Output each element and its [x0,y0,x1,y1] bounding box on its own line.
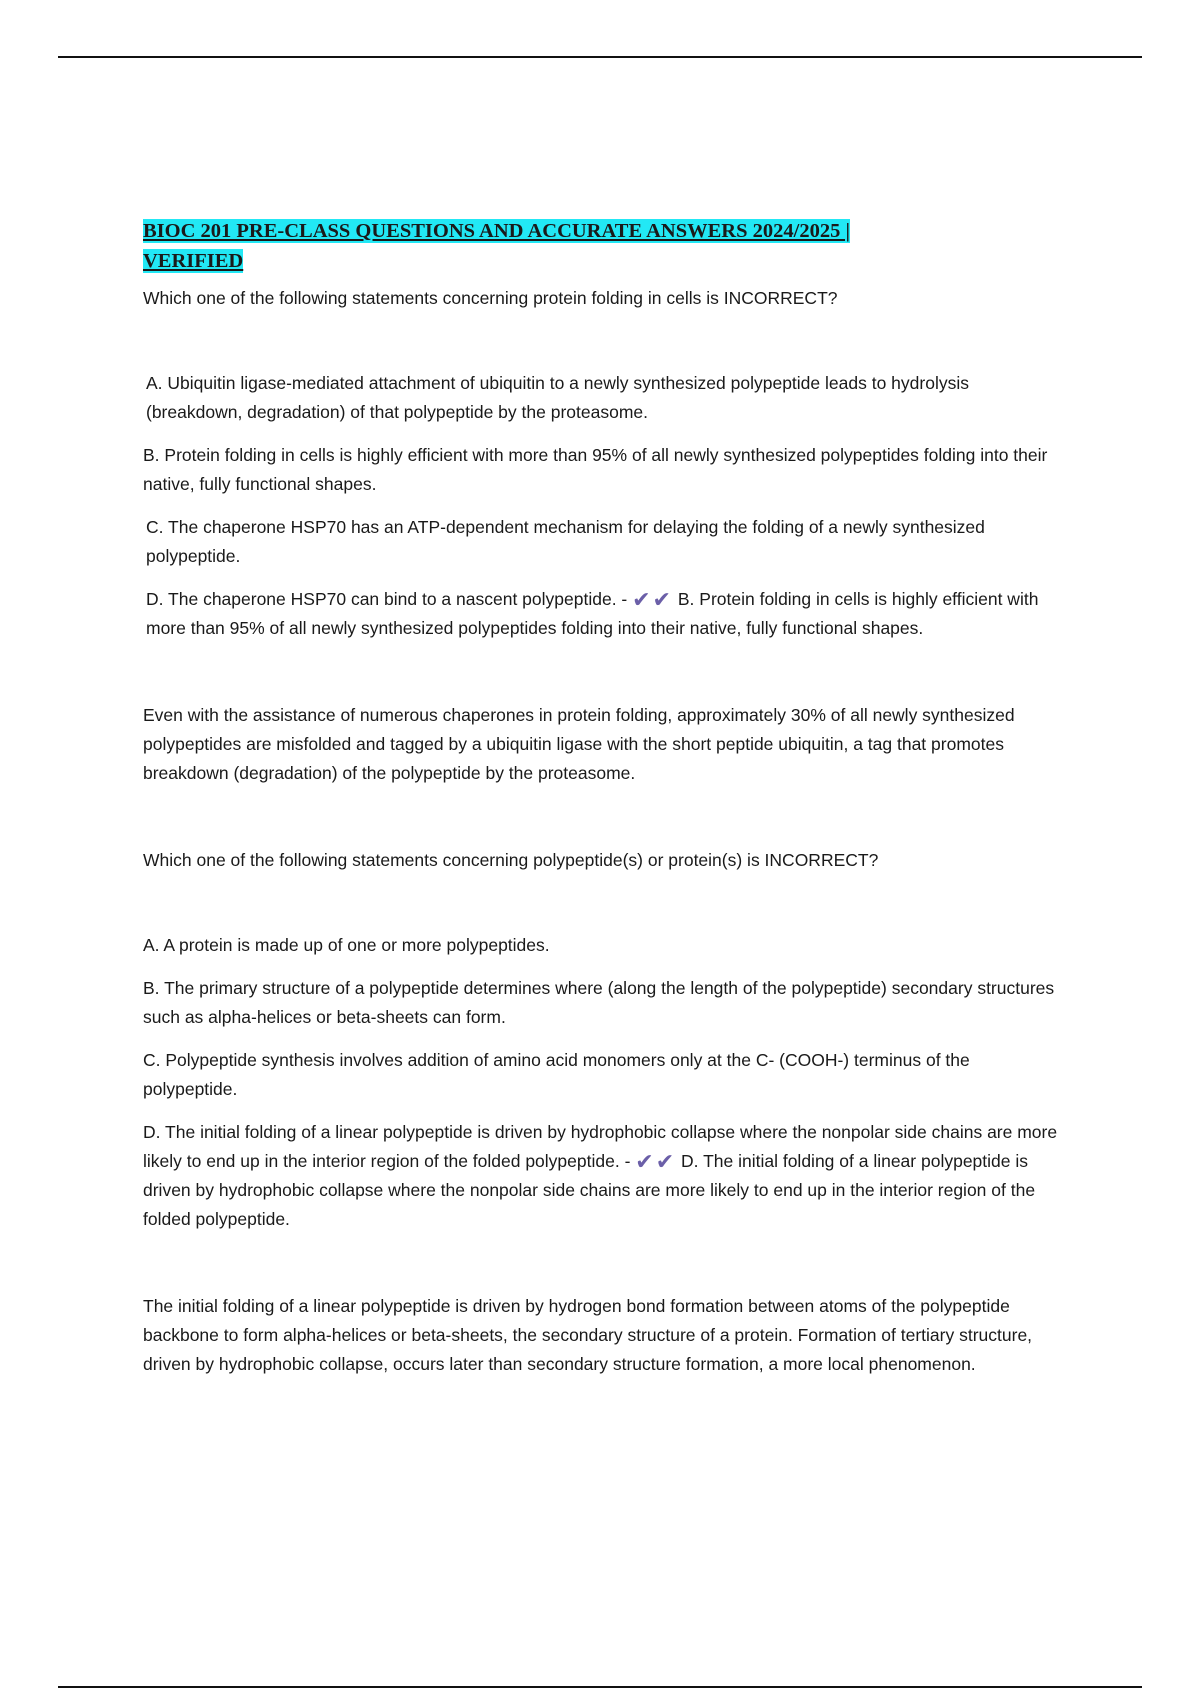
document-title [143,216,1063,276]
option-d-with-answer [143,1118,1063,1234]
option-d: D. The chaperone HSP70 can bind to a nascent polypeptide. - [146,589,628,609]
double-check-icon: ✔✔ [635,1149,677,1174]
double-check-icon: ✔✔ [632,587,673,612]
header-rule [58,56,1142,58]
explanation: Even with the assistance of numerous chaperones in protein folding, approximately 30% of all newly synthesized polypeptides are misfolded and tagged by a ubiquitin ligase with the short peptide ubiquitin, a tag that promotes breakdown (degradation) of the polypeptide by the proteasome. [143,705,1015,783]
option-b: B. The primary structure of a polypeptide determines where (along the length of the polypeptide) secondary structures such as alpha-helices or beta-sheets can form. [143,978,1055,1027]
option-d: D. The initial folding of a linear polypeptide is driven by hydrophobic collapse where the nonpolar side chains are more likely to end up in the interior region of the folded polypeptide. - [143,1122,1058,1171]
option-a: A. Ubiquitin ligase-mediated attachment of ubiquitin to a newly synthesized polypeptide leads to hydrolysis (breakdown, degradation) of that polypeptide by the proteasome. [146,373,969,422]
explanation: The initial folding of a linear polypeptide is driven by hydrogen bond formation between atoms of the polypeptide backbone to form alpha-helices or beta-sheets, the secondary structure of a protein. Formation of tertiary structure, driven by hydrophobic collapse, occurs later than secondary structure formation, a more local phenomenon. [143,1296,1033,1374]
question-prompt: Which one of the following statements concerning protein folding in cells is INCORRECT? [143,288,838,308]
option-d-with-answer [143,585,1063,643]
title-line-2: VERIFIED [143,250,244,272]
question-1 [143,284,1063,788]
answer-text: B. Protein folding in cells is highly efficient with more than 95% of all newly synthesized polypeptides folding into their native, fully functional shapes. [146,589,1039,638]
question-2 [143,846,1063,1379]
option-b: B. Protein folding in cells is highly efficient with more than 95% of all newly synthesized polypeptides folding into their native, fully functional shapes. [143,445,1048,494]
option-a: A. A protein is made up of one or more polypeptides. [143,935,550,955]
question-prompt: Which one of the following statements concerning polypeptide(s) or protein(s) is INCORRECT? [143,850,879,870]
answer-text: D. The initial folding of a linear polypeptide is driven by hydrophobic collapse where the nonpolar side chains are more likely to end up in the interior region of the folded polypeptide. [143,1151,1036,1229]
option-c: C. The chaperone HSP70 has an ATP-dependent mechanism for delaying the folding of a newly synthesized polypeptide. [146,517,985,566]
title-line-1: BIOC 201 PRE-CLASS QUESTIONS AND ACCURATE ANSWERS 2024/2025 | [143,220,850,242]
option-c: C. Polypeptide synthesis involves addition of amino acid monomers only at the C- (COOH-) terminus of the polypeptide. [143,1050,970,1099]
document-body [143,216,1063,1379]
footer-rule [58,1686,1142,1688]
